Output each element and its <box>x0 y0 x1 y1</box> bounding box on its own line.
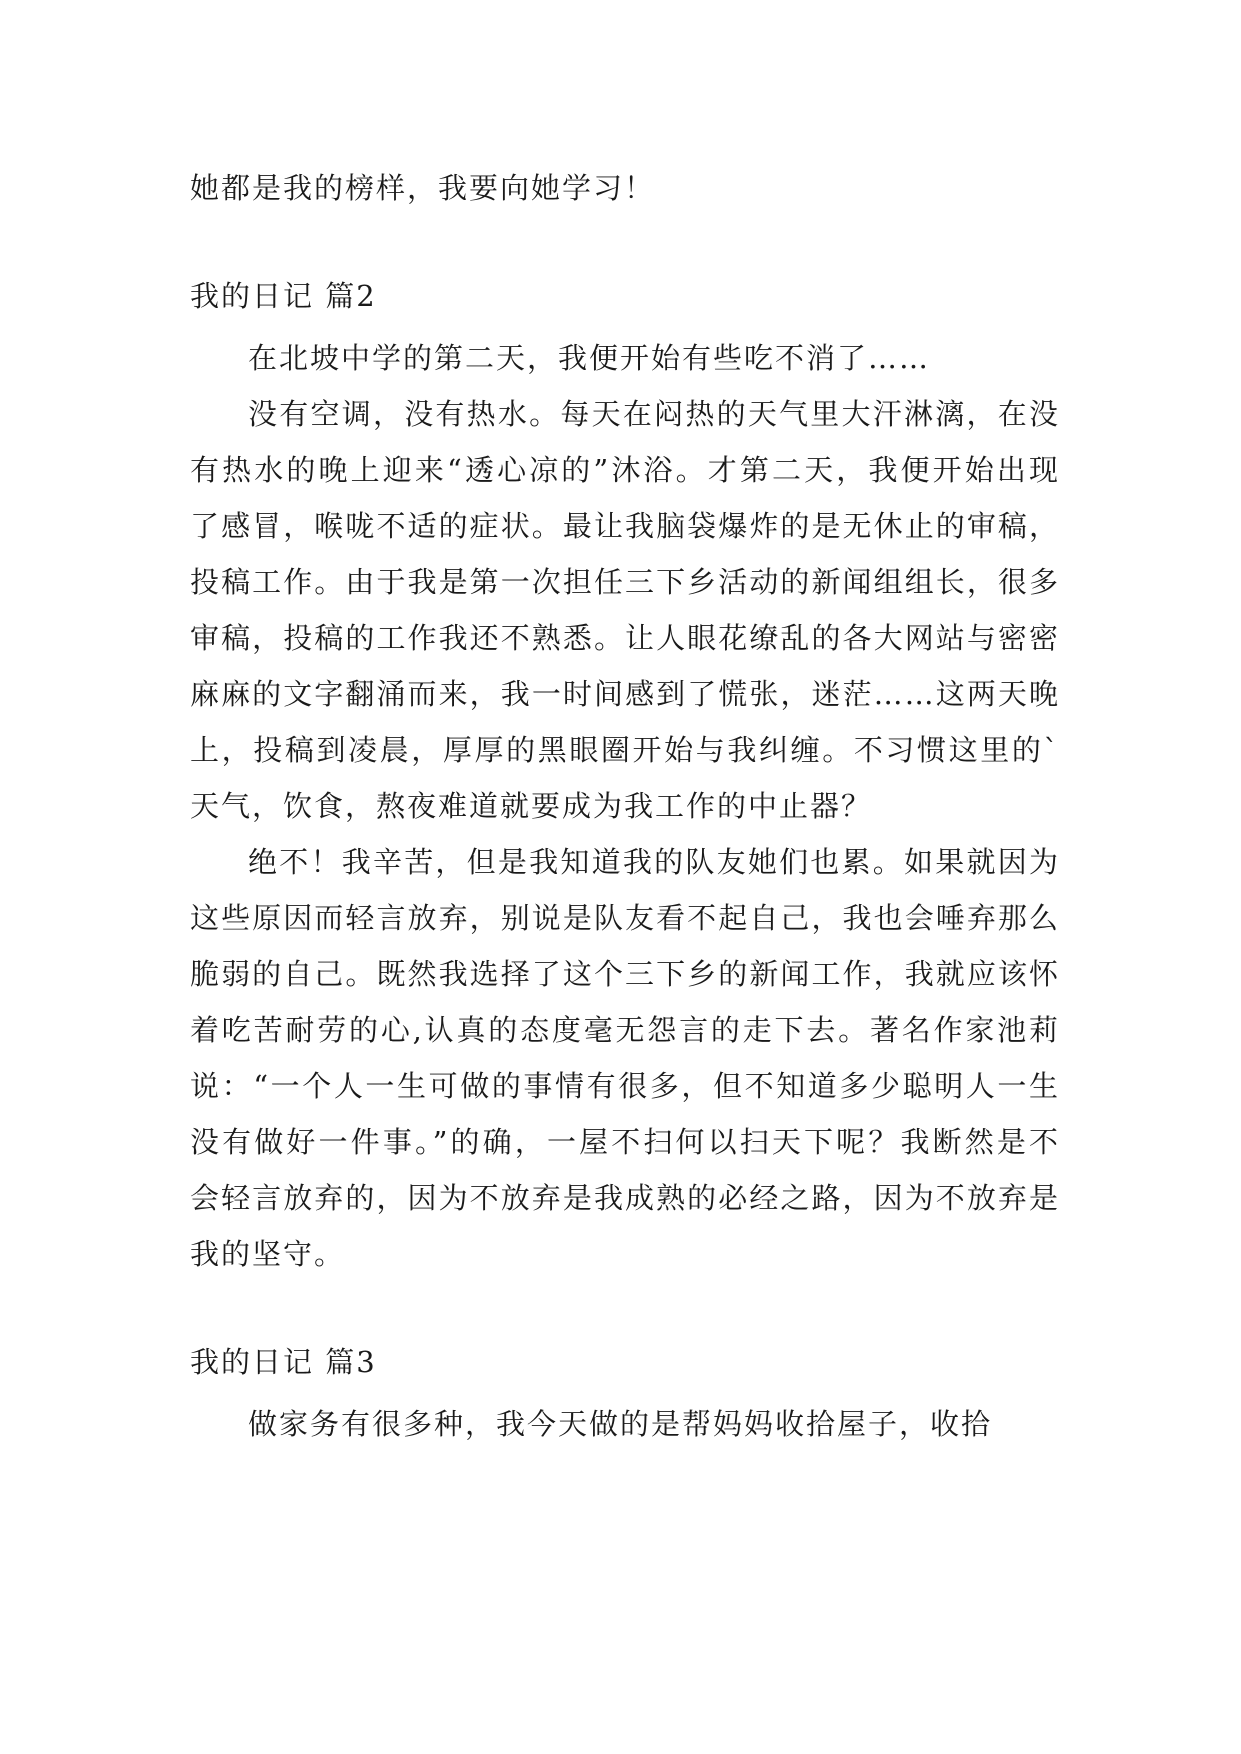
document-body <box>190 160 1060 1452</box>
section-spacer <box>190 216 1060 268</box>
section3-paragraph-1: 做家务有很多种，我今天做的是帮妈妈收拾屋子，收拾 <box>248 1407 993 1441</box>
section-heading-3: 我的日记 篇3 <box>190 1345 377 1379</box>
section-heading-2: 我的日记 篇2 <box>190 279 377 313</box>
section2-paragraph-1: 在北坡中学的第二天，我便开始有些吃不消了…… <box>248 341 931 375</box>
section2-paragraph-3: 绝不！我辛苦，但是我知道我的队友她们也累。如果就因为这些原因而轻言放弃，别说是队友看不起自己，我也会唾弃那么脆弱的自己。既然我选择了这个三下乡的新闻工作，我就应该怀着吃苦耐劳的心,认真的态度毫无怨言的走下去。著名作家池莉说：“一个人一生可做的事情有很多，但不知道多少聪明人一生没有做好一件事。”的确，一屋不扫何以扫天下呢？我断然是不会轻言放弃的，因为不放弃是我成熟的必经之路，因为不放弃是我的坚守。 <box>190 845 1060 1271</box>
section2-paragraph-2: 没有空调，没有热水。每天在闷热的天气里大汗淋漓，在没有热水的晚上迎来“透心凉的”沐浴。才第二天，我便开始出现了感冒，喉咙不适的症状。最让我脑袋爆炸的是无休止的审稿，投稿工作。由于我是第一次担任三下乡活动的新闻组组长，很多审稿，投稿的工作我还不熟悉。让人眼花缭乱的各大网站与密密麻麻的文字翻涌而来，我一时间感到了慌张，迷茫……这两天晚上，投稿到凌晨，厚厚的黑眼圈开始与我纠缠。不习惯这里的`天气，饮食，熬夜难道就要成为我工作的中止器？ <box>190 397 1060 823</box>
opening-line: 她都是我的榜样，我要向她学习！ <box>190 171 656 205</box>
section-spacer <box>190 1282 1060 1334</box>
